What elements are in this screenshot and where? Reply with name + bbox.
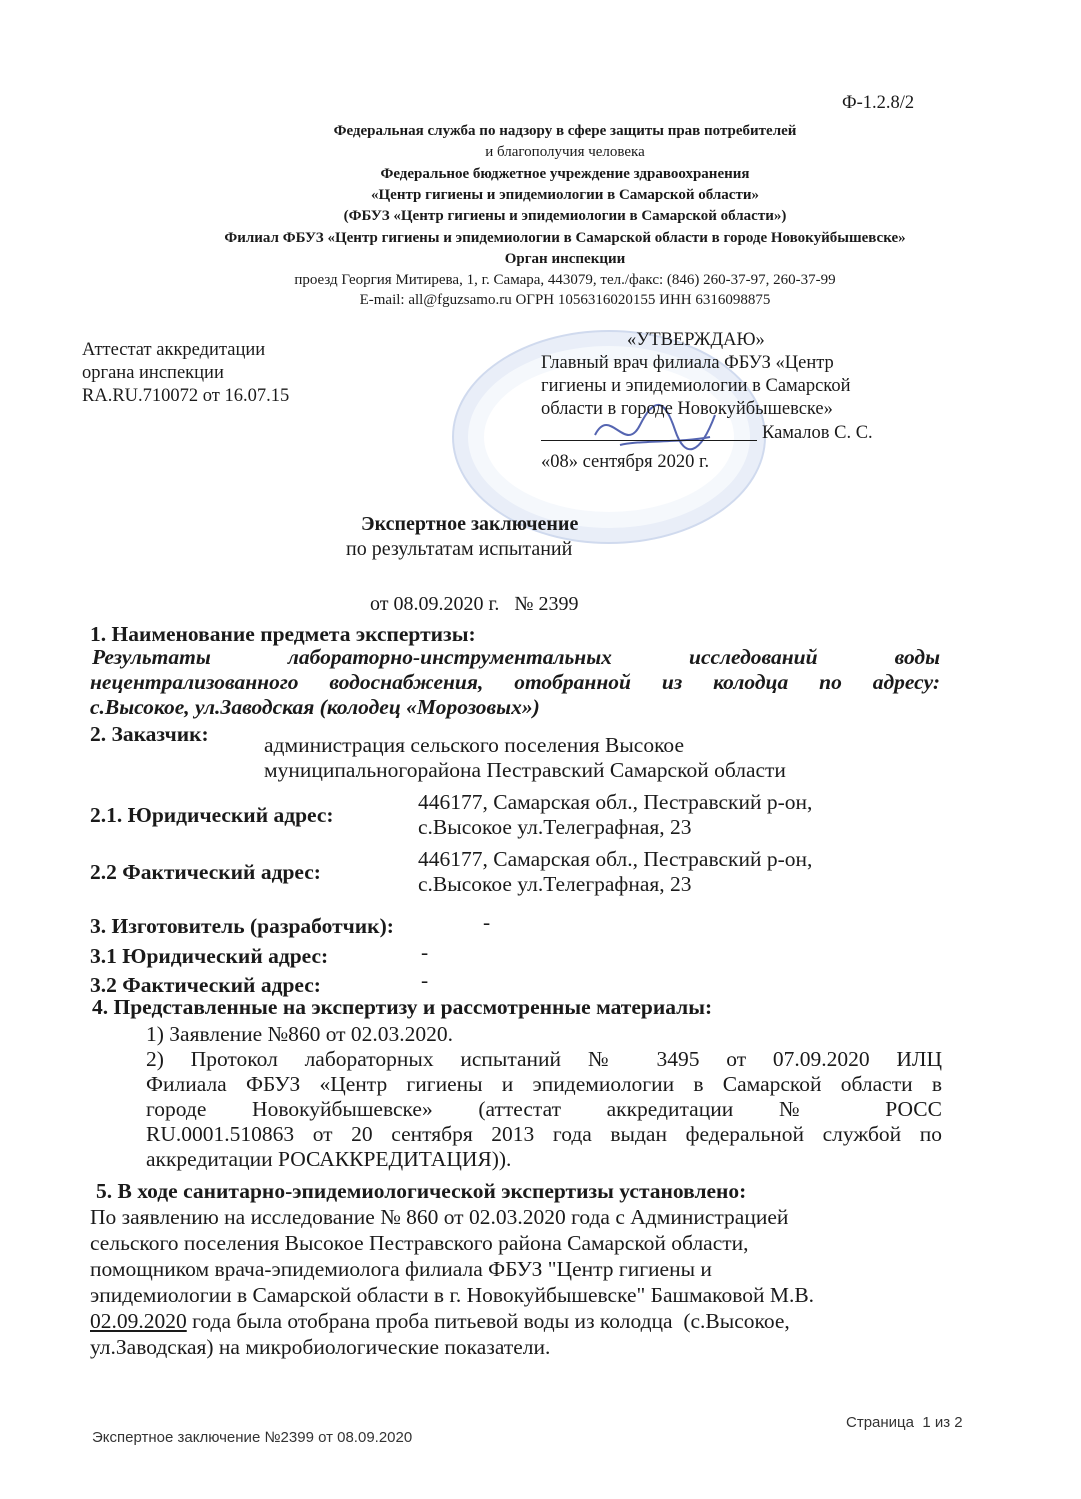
section-5-line6: ул.Заводская) на микробиологические показатели.	[90, 1335, 551, 1359]
approval-line1: Главный врач филиала ФБУЗ «Центр	[541, 353, 834, 373]
approval-line2: гигиены и эпидемиологии в Самарской	[541, 376, 851, 396]
section-5-line4: эпидемиологии в Самарской области в г. Новокуйбышевске" Башмаковой М.В.	[90, 1283, 815, 1307]
approval-date: «08» сентября 2020 г.	[541, 452, 710, 472]
section-5-line3: помощником врача-эпидемиолога филиала ФБУЗ "Центр гигиены и	[90, 1257, 712, 1281]
section-1-line1: Результаты лабораторно-инструментальных исследований воды	[92, 645, 940, 669]
sample-date: 02.09.2020	[90, 1309, 187, 1333]
section-2-2-line2: с.Высокое ул.Телеграфная, 23	[418, 872, 692, 896]
section-2-label: 2. Заказчик:	[90, 722, 209, 746]
form-code: Ф-1.2.8/2	[842, 93, 915, 113]
section-2-1-line2: с.Высокое ул.Телеграфная, 23	[418, 815, 692, 839]
section-5-line1: По заявлению на исследование № 860 от 02.03.2020 года с Администрацией	[90, 1205, 789, 1229]
attestat-line2: органа инспекции	[82, 363, 224, 383]
section-3-2-label: 3.2 Фактический адрес:	[90, 973, 321, 997]
approval-signer: Камалов С. С.	[762, 423, 873, 443]
document-title: Экспертное заключение	[361, 513, 579, 535]
section-4-heading: 4. Представленные на экспертизу и рассмотренные материалы:	[92, 995, 713, 1019]
approval-title: «УТВЕРЖДАЮ»	[627, 330, 765, 350]
section-2-2-label: 2.2 Фактический адрес:	[90, 860, 321, 884]
header-agency: Федеральная служба по надзору в сфере защиты прав потребителей	[333, 123, 797, 139]
section-1-line3: с.Высокое, ул.Заводская (колодец «Морозовых»)	[90, 695, 540, 719]
section-5-heading: 5. В ходе санитарно-эпидемиологической экспертизы установлено:	[96, 1179, 747, 1203]
header-contacts: E-mail: all@fguzsamo.ru ОГРН 1056316020155 ИНН 6316098875	[359, 292, 771, 308]
section-2-1-label: 2.1. Юридический адрес:	[90, 803, 334, 827]
section-4-item2-line5: аккредитации РОСАККРЕДИТАЦИЯ)).	[146, 1147, 512, 1171]
section-2-1-line1: 446177, Самарская обл., Пестравский р-он,	[418, 790, 813, 814]
signature-line	[541, 440, 757, 441]
header-branch: Филиал ФБУЗ «Центр гигиены и эпидемиологии в Самарской области в городе Новокуйбышевске»	[224, 230, 906, 246]
attestat-number: RA.RU.710072 от 16.07.15	[82, 386, 290, 406]
section-4-item2-line3: городе Новокуйбышевске» (аттестат аккредитации № РОСС	[146, 1097, 942, 1121]
footer-document-ref: Экспертное заключение №2399 от 08.09.2020	[92, 1429, 413, 1446]
section-2-2-line1: 446177, Самарская обл., Пестравский р-он,	[418, 847, 813, 871]
header-institution: Федеральное бюджетное учреждение здравоохранения	[380, 166, 750, 182]
section-4-item2-line4: RU.0001.510863 от 20 сентября 2013 года выдан федеральной службой по	[146, 1122, 942, 1146]
section-1-heading: 1. Наименование предмета экспертизы:	[90, 622, 476, 646]
header-inspection-body: Орган инспекции	[504, 251, 626, 267]
section-1-line2: нецентрализованного водоснабжения, отобранной из колодца по адресу:	[90, 670, 940, 694]
document-date-number: от 08.09.2020 г. № 2399	[370, 593, 579, 615]
document-subtitle: по результатам испытаний	[346, 538, 573, 560]
header-institution-name: «Центр гигиены и эпидемиологии в Самарской области»	[371, 187, 759, 203]
approval-line3: области в городе Новокуйбышевске»	[541, 399, 833, 419]
footer-page-number: Страница 1 из 2	[846, 1414, 963, 1431]
section-5-line5	[90, 1309, 790, 1334]
section-4-item1: 1) Заявление №860 от 02.03.2020.	[146, 1022, 454, 1046]
section-3-1-value: -	[421, 940, 429, 964]
section-3-1-label: 3.1 Юридический адрес:	[90, 944, 329, 968]
section-2-line1: администрация сельского поселения Высокое	[264, 733, 684, 757]
section-4-item2-line1: 2) Протокол лабораторных испытаний № 3495 от 07.09.2020 ИЛЦ	[146, 1047, 942, 1071]
header-institution-short: (ФБУЗ «Центр гигиены и эпидемиологии в Самарской области»)	[343, 208, 787, 224]
attestat-line1: Аттестат аккредитации	[82, 340, 266, 360]
header-address: проезд Георгия Митирева, 1, г. Самара, 443079, тел./факс: (846) 260-37-97, 260-37-99	[294, 272, 836, 288]
header-agency-cont: и благополучия человека	[485, 144, 645, 160]
section-3-2-value: -	[421, 968, 429, 992]
section-2-line2: муниципальногорайона Пестравский Самарской области	[264, 758, 786, 782]
section-4-item2-line2: Филиала ФБУЗ «Центр гигиены и эпидемиологии в Самарской области в	[146, 1072, 942, 1096]
section-3-value: -	[483, 910, 491, 934]
section-3-label: 3. Изготовитель (разработчик):	[90, 914, 394, 938]
section-5-line5-rest: года была отобрана проба питьевой воды из колодца (с.Высокое,	[186, 1309, 790, 1333]
section-5-line2: сельского поселения Высокое Пестравского района Самарской области,	[90, 1231, 749, 1255]
